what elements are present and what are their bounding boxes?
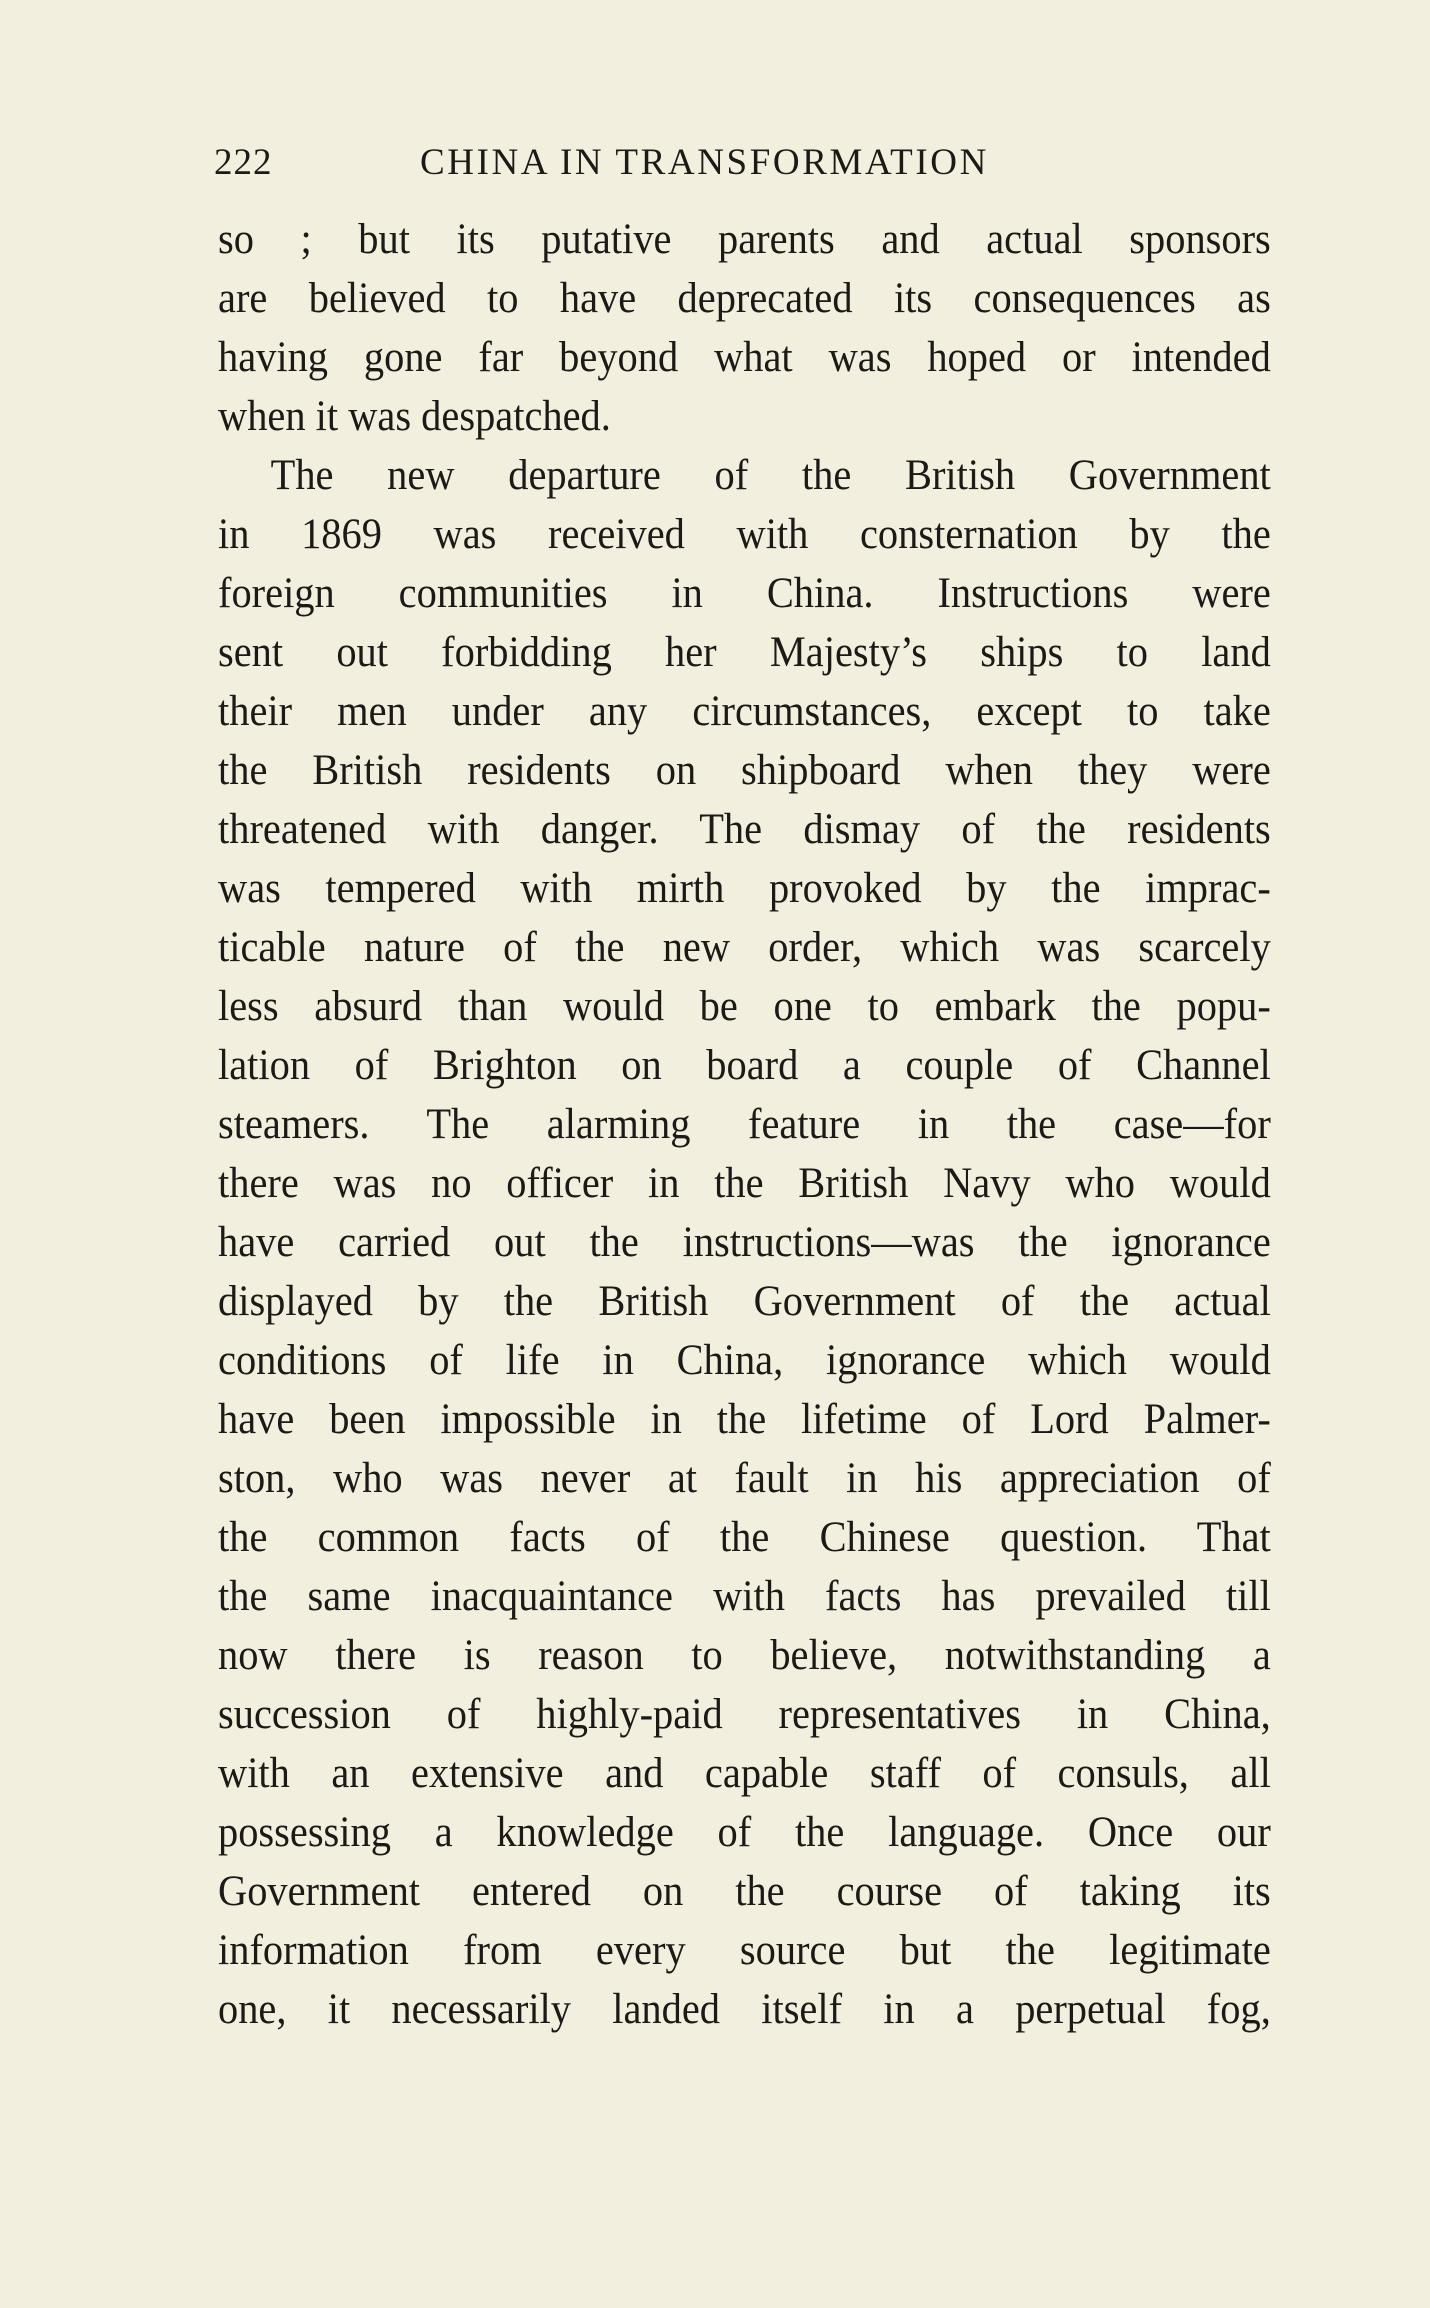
body-text <box>218 210 1338 2039</box>
text-line: Government entered on the course of taking its <box>218 1868 1271 1915</box>
text-line: the common facts of the Chinese question. That <box>218 1514 1271 1561</box>
text-line: succession of highly-paid representatives in China, <box>218 1691 1271 1738</box>
text-line: sent out forbidding her Majesty’s ships to land <box>218 629 1271 676</box>
text-line: are believed to have deprecated its consequences as <box>218 275 1271 322</box>
text-line: foreign communities in China. Instructions were <box>218 570 1271 617</box>
running-title: CHINA IN TRANSFORMATION <box>420 142 989 183</box>
text-line: less absurd than would be one to embark the popu- <box>218 983 1271 1030</box>
text-line: have been impossible in the lifetime of Lord Palmer- <box>218 1396 1271 1443</box>
paragraph <box>218 446 1338 2039</box>
text-line: was tempered with mirth provoked by the imprac- <box>218 865 1271 912</box>
text-line: their men under any circumstances, except to take <box>218 688 1271 735</box>
text-line: with an extensive and capable staff of consuls, all <box>218 1750 1271 1797</box>
running-head <box>214 138 1180 188</box>
page-number: 222 <box>214 142 273 183</box>
text-line: there was no officer in the British Navy who would <box>218 1160 1271 1207</box>
text-line: lation of Brighton on board a couple of Channel <box>218 1042 1271 1089</box>
text-line: in 1869 was received with consternation by the <box>218 511 1271 558</box>
text-line: conditions of life in China, ignorance which would <box>218 1337 1271 1384</box>
text-line: ston, who was never at fault in his appreciation of <box>218 1455 1271 1502</box>
text-line: information from every source but the legitimate <box>218 1927 1271 1974</box>
text-line: displayed by the British Government of the actual <box>218 1278 1271 1325</box>
text-line: having gone far beyond what was hoped or intended <box>218 334 1271 381</box>
text-line: when it was despatched. <box>218 393 611 440</box>
text-line: now there is reason to believe, notwithstanding a <box>218 1632 1271 1679</box>
text-line: ticable nature of the new order, which was scarcely <box>218 924 1271 971</box>
text-line: steamers. The alarming feature in the case—for <box>218 1101 1271 1148</box>
text-line: the same inacquaintance with facts has prevailed till <box>218 1573 1271 1620</box>
text-line: The new departure of the British Government <box>270 452 1271 499</box>
text-line: possessing a knowledge of the language. Once our <box>218 1809 1271 1856</box>
paragraph <box>218 210 1338 446</box>
text-line: the British residents on shipboard when they were <box>218 747 1271 794</box>
text-line: threatened with danger. The dismay of the residents <box>218 806 1271 853</box>
text-line: so ; but its putative parents and actual sponsors <box>218 216 1271 263</box>
text-line: one, it necessarily landed itself in a perpetual fog, <box>218 1986 1271 2033</box>
text-line: have carried out the instructions—was the ignorance <box>218 1219 1271 1266</box>
